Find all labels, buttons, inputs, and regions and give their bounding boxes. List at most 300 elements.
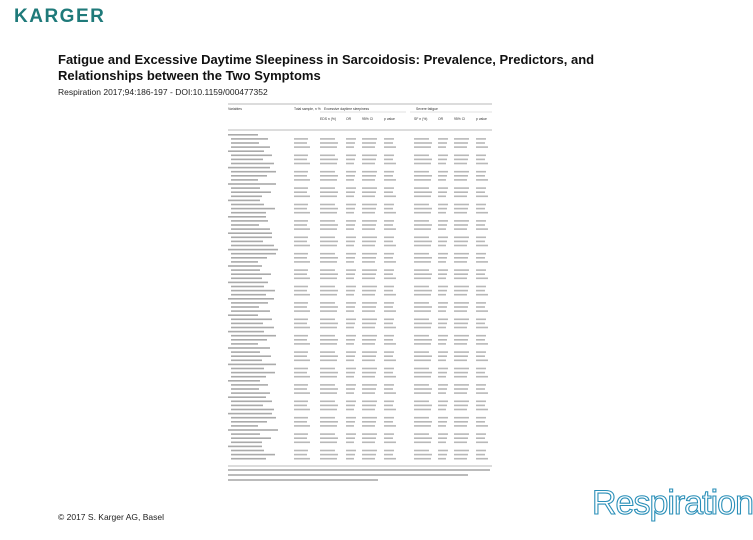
table-cell <box>414 417 429 419</box>
table-cell <box>320 142 338 144</box>
table-cell <box>454 384 469 386</box>
table-cell <box>362 269 377 271</box>
table-cell <box>346 273 355 275</box>
table-cell <box>414 442 431 444</box>
table-row-label <box>228 396 266 398</box>
table-cell <box>414 159 432 161</box>
table-cell <box>438 335 448 337</box>
table-cell <box>414 175 432 177</box>
table-cell <box>414 196 431 198</box>
table-cell <box>294 138 308 140</box>
table-cell <box>414 450 429 452</box>
table-cell <box>384 294 396 296</box>
table-cell <box>320 306 338 308</box>
table-cell <box>438 392 446 394</box>
table-cell <box>384 191 393 193</box>
table-cell <box>384 454 393 456</box>
table-cell <box>454 257 468 259</box>
column-header: Variables <box>228 107 242 111</box>
table-cell <box>438 138 448 140</box>
table-cell <box>346 278 354 280</box>
table-row-label <box>228 282 268 284</box>
table-cell <box>346 339 355 341</box>
table-cell <box>438 273 447 275</box>
table-cell <box>362 401 377 403</box>
table-cell <box>384 224 393 226</box>
table-cell <box>384 138 394 140</box>
table-cell <box>384 327 396 329</box>
table-cell <box>454 392 467 394</box>
table-cell <box>476 376 488 378</box>
column-subheader: OR <box>438 117 444 121</box>
table-row-label <box>231 388 259 390</box>
table-cell <box>294 228 310 230</box>
table-cell <box>294 294 310 296</box>
table-cell <box>414 405 432 407</box>
table-cell <box>476 306 485 308</box>
table-row-label <box>231 212 266 214</box>
table-row-label <box>231 273 271 275</box>
table-cell <box>476 245 488 247</box>
table-cell <box>454 142 468 144</box>
table-cell <box>454 204 469 206</box>
table-cell <box>414 327 431 329</box>
table-cell <box>294 273 307 275</box>
table-cell <box>346 388 355 390</box>
table-cell <box>414 433 429 435</box>
table-cell <box>438 323 447 325</box>
table-cell <box>476 368 486 370</box>
table-row-label <box>231 241 263 243</box>
table-row-label <box>231 187 260 189</box>
table-cell <box>346 224 355 226</box>
table-cell <box>320 228 337 230</box>
table-cell <box>294 278 310 280</box>
table-cell <box>414 155 429 157</box>
table-cell <box>320 388 338 390</box>
table-cell <box>294 372 307 374</box>
table-cell <box>476 196 488 198</box>
table-cell <box>414 421 432 423</box>
table-cell <box>414 355 432 357</box>
table-cell <box>384 306 393 308</box>
table-cell <box>346 360 354 362</box>
table-row-label <box>231 368 264 370</box>
column-header: Severe fatigue <box>416 107 438 111</box>
table-cell <box>346 376 354 378</box>
table-cell <box>294 155 308 157</box>
table-cell <box>414 146 431 148</box>
table-row-label <box>228 429 278 431</box>
table-cell <box>320 437 338 439</box>
table-cell <box>362 417 377 419</box>
table-cell <box>384 355 393 357</box>
table-cell <box>476 437 485 439</box>
table-row-label <box>231 306 259 308</box>
table-cell <box>476 450 486 452</box>
table-cell <box>320 138 335 140</box>
table-cell <box>320 163 337 165</box>
table-cell <box>438 384 448 386</box>
table-row-label <box>228 413 272 415</box>
table-cell <box>454 319 469 321</box>
table-cell <box>414 294 431 296</box>
table-cell <box>362 388 376 390</box>
column-subheader: 95% CI <box>454 117 466 121</box>
table-cell <box>346 454 355 456</box>
table-cell <box>454 187 469 189</box>
table-cell <box>438 196 446 198</box>
table-cell <box>346 138 356 140</box>
table-row-label <box>231 409 274 411</box>
table-cell <box>320 237 335 239</box>
table-cell <box>476 290 485 292</box>
table-cell <box>346 327 354 329</box>
table-cell <box>438 458 446 460</box>
table-cell <box>294 241 307 243</box>
table-cell <box>320 360 337 362</box>
table-cell <box>454 302 469 304</box>
table-cell <box>320 392 337 394</box>
table-cell <box>362 355 376 357</box>
table-cell <box>438 310 446 312</box>
table-cell <box>476 384 486 386</box>
table-cell <box>438 327 446 329</box>
table-cell <box>346 241 355 243</box>
table-cell <box>384 142 393 144</box>
table-cell <box>320 384 335 386</box>
column-subheader: p value <box>384 117 395 121</box>
table-cell <box>454 360 467 362</box>
table-cell <box>384 376 396 378</box>
table-cell <box>346 421 355 423</box>
table-cell <box>362 245 375 247</box>
table-cell <box>454 425 467 427</box>
table-cell <box>454 421 468 423</box>
table-cell <box>362 191 376 193</box>
table-cell <box>454 388 468 390</box>
table-cell <box>294 175 307 177</box>
table-cell <box>414 261 431 263</box>
table-cell <box>320 335 335 337</box>
table-cell <box>476 458 488 460</box>
table-cell <box>476 163 488 165</box>
table-cell <box>362 212 375 214</box>
table-cell <box>384 290 393 292</box>
table-cell <box>438 302 448 304</box>
table-cell <box>438 220 448 222</box>
table-cell <box>346 351 356 353</box>
table-cell <box>476 392 488 394</box>
table-cell <box>346 163 354 165</box>
table-cell <box>346 196 354 198</box>
table-row-label <box>228 200 260 202</box>
table-cell <box>384 220 394 222</box>
table-cell <box>454 401 469 403</box>
table-cell <box>294 159 307 161</box>
table-cell <box>438 450 448 452</box>
table-cell <box>320 319 335 321</box>
table-row-label <box>231 237 272 239</box>
table-cell <box>384 384 394 386</box>
table-cell <box>454 323 468 325</box>
table-cell <box>362 257 376 259</box>
table-row-label <box>231 286 264 288</box>
table-cell <box>320 425 337 427</box>
table-cell <box>384 339 393 341</box>
table-cell <box>294 220 308 222</box>
table-cell <box>454 458 467 460</box>
table-cell <box>414 290 432 292</box>
table-cell <box>346 368 356 370</box>
table-cell <box>476 405 485 407</box>
table-cell <box>346 401 356 403</box>
table-cell <box>476 278 488 280</box>
table-cell <box>320 290 338 292</box>
table-cell <box>346 319 356 321</box>
table-row-label <box>231 372 275 374</box>
table-cell <box>362 433 377 435</box>
table-cell <box>414 245 431 247</box>
table-cell <box>384 433 394 435</box>
table-cell <box>294 335 308 337</box>
table-cell <box>346 208 355 210</box>
table-cell <box>320 220 335 222</box>
table-cell <box>438 401 448 403</box>
table-cell <box>384 310 396 312</box>
table-cell <box>476 273 485 275</box>
table-cell <box>414 257 432 259</box>
table-cell <box>362 327 375 329</box>
table-cell <box>414 339 432 341</box>
table-row-label <box>231 343 258 345</box>
table-row-label <box>231 269 260 271</box>
table-cell <box>294 290 307 292</box>
table-cell <box>414 208 432 210</box>
table-cell <box>476 212 488 214</box>
table-cell <box>346 204 356 206</box>
table-row-label <box>231 175 267 177</box>
table-cell <box>454 339 468 341</box>
table-cell <box>294 384 308 386</box>
table-cell <box>320 159 338 161</box>
table-cell <box>384 302 394 304</box>
table-cell <box>384 286 394 288</box>
table-cell <box>346 294 354 296</box>
table-cell <box>438 319 448 321</box>
table-cell <box>362 163 375 165</box>
table-cell <box>454 335 469 337</box>
table-cell <box>438 212 446 214</box>
table-row-label <box>231 171 276 173</box>
table-cell <box>384 237 394 239</box>
table-cell <box>476 179 488 181</box>
table-cell <box>362 278 375 280</box>
table-cell <box>454 245 467 247</box>
table-cell <box>438 360 446 362</box>
table-cell <box>438 388 447 390</box>
table-cell <box>320 421 338 423</box>
table-cell <box>438 339 447 341</box>
table-cell <box>362 319 377 321</box>
table-cell <box>476 261 488 263</box>
table-cell <box>476 319 486 321</box>
table-cell <box>362 228 375 230</box>
table-cell <box>414 142 432 144</box>
table-cell <box>294 269 308 271</box>
table-cell <box>384 392 396 394</box>
table-cell <box>346 458 354 460</box>
table-cell <box>384 323 393 325</box>
table-cell <box>362 454 376 456</box>
table-row-label <box>228 331 264 333</box>
table-cell <box>362 187 377 189</box>
table-cell <box>414 253 429 255</box>
table-cell <box>384 368 394 370</box>
table-cell <box>294 401 308 403</box>
table-cell <box>320 458 337 460</box>
table-cell <box>320 310 337 312</box>
table-cell <box>362 138 377 140</box>
table-cell <box>384 450 394 452</box>
table-cell <box>438 257 447 259</box>
table-cell <box>476 155 486 157</box>
table-cell <box>438 286 448 288</box>
table-cell <box>454 306 468 308</box>
table-cell <box>476 417 486 419</box>
table-cell <box>320 253 335 255</box>
table-cell <box>384 409 396 411</box>
table-cell <box>384 171 394 173</box>
table-cell <box>320 294 337 296</box>
table-cell <box>384 228 396 230</box>
table-cell <box>362 405 376 407</box>
table-cell <box>454 196 467 198</box>
column-subheader: 95% CI <box>362 117 374 121</box>
table-row-label <box>231 454 275 456</box>
table-cell <box>294 376 310 378</box>
table-cell <box>438 442 446 444</box>
table-cell <box>362 421 376 423</box>
table-cell <box>454 220 469 222</box>
table-cell <box>320 208 338 210</box>
table-cell <box>346 335 356 337</box>
table-cell <box>414 278 431 280</box>
table-cell <box>454 138 469 140</box>
table-cell <box>320 245 337 247</box>
article-citation: Respiration 2017;94:186-197 - DOI:10.1159/000477352 <box>58 87 268 97</box>
table-cell <box>476 433 486 435</box>
table-cell <box>346 302 356 304</box>
table-cell <box>454 310 467 312</box>
table-cell <box>320 269 335 271</box>
table-cell <box>454 175 468 177</box>
table-cell <box>320 179 337 181</box>
table-row-label <box>231 401 272 403</box>
table-cell <box>320 351 335 353</box>
table-cell <box>476 442 488 444</box>
table-row-label <box>231 450 264 452</box>
article-title: Fatigue and Excessive Daytime Sleepiness in Sarcoidosis: Prevalence, Predictors, and Relationships between the Two Symptoms <box>58 52 595 83</box>
table-cell <box>414 388 432 390</box>
table-cell <box>414 454 432 456</box>
table-cell <box>294 454 307 456</box>
table-cell <box>294 179 310 181</box>
table-cell <box>414 273 432 275</box>
table-cell <box>346 142 355 144</box>
table-cell <box>346 384 356 386</box>
table-cell <box>294 417 308 419</box>
table-cell <box>438 417 448 419</box>
table-cell <box>414 360 431 362</box>
table-cell <box>414 286 429 288</box>
table-cell <box>454 155 469 157</box>
table-cell <box>320 224 338 226</box>
table-cell <box>294 208 307 210</box>
table-cell <box>384 269 394 271</box>
table-cell <box>476 191 485 193</box>
table-cell <box>438 228 446 230</box>
table-cell <box>320 212 337 214</box>
table-cell <box>414 220 429 222</box>
table-cell <box>454 208 468 210</box>
table-cell <box>320 368 335 370</box>
table-cell <box>294 212 310 214</box>
table-cell <box>362 294 375 296</box>
table-row-label <box>228 364 276 366</box>
table-cell <box>414 212 431 214</box>
table-cell <box>454 237 469 239</box>
table-cell <box>438 368 448 370</box>
table-cell <box>294 142 307 144</box>
table-row-label <box>231 224 259 226</box>
table-cell <box>320 196 337 198</box>
table-cell <box>362 458 375 460</box>
table-cell <box>454 278 467 280</box>
table-cell <box>346 146 354 148</box>
table-cell <box>438 204 448 206</box>
table-cell <box>346 257 355 259</box>
table-row-label <box>231 159 263 161</box>
table-cell <box>346 343 354 345</box>
table-cell <box>454 171 469 173</box>
table-cell <box>294 237 308 239</box>
table-cell <box>454 163 467 165</box>
table-cell <box>346 286 356 288</box>
table-cell <box>384 360 396 362</box>
table-cell <box>476 228 488 230</box>
table-cell <box>294 323 307 325</box>
table-cell <box>294 437 307 439</box>
table-cell <box>362 323 376 325</box>
table-cell <box>346 450 356 452</box>
table-cell <box>438 171 448 173</box>
table-cell <box>362 224 376 226</box>
table-cell <box>346 228 354 230</box>
table-cell <box>362 290 376 292</box>
table-cell <box>476 208 485 210</box>
table-row-label <box>228 380 260 382</box>
table-cell <box>438 159 447 161</box>
karger-logo: KARGER <box>14 6 106 27</box>
table-cell <box>454 261 467 263</box>
table-cell <box>414 384 429 386</box>
table-cell <box>294 146 310 148</box>
table-row-label <box>231 155 272 157</box>
table-cell <box>362 351 377 353</box>
table-row-label <box>228 216 266 218</box>
table-cell <box>320 355 338 357</box>
